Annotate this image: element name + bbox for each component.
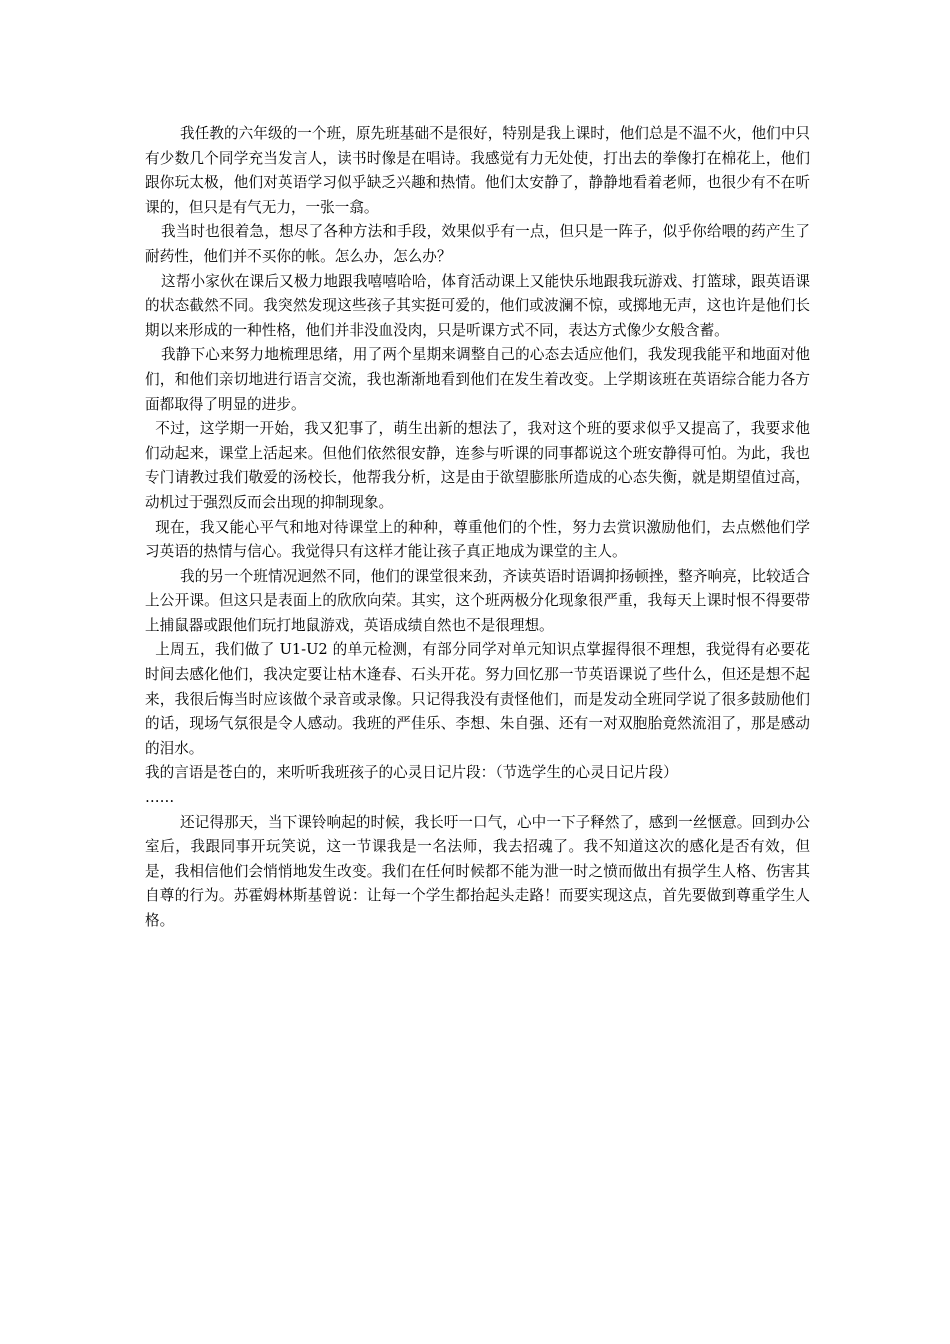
paragraph-7: 我的另一个班情况迥然不同，他们的课堂很来劲，齐读英语时语调抑扬顿挫，整齐响亮，比较适合上公开课。但这只是表面上的欣欣向荣。其实，这个班两极分化现象很严重，我每天上课时恨不得要带上捕鼠器或跟他们玩打地鼠游戏，英语成绩自然也不是很理想。 [145, 567, 810, 634]
paragraph-1: 我任教的六年级的一个班，原先班基础不是很好，特别是我上课时，他们总是不温不火，他们中只有少数几个同学充当发言人，读书时像是在唱诗。我感觉有力无处使，打出去的拳像打在棉花上，他们跟你玩太极，他们对英语学习似乎缺乏兴趣和热情。他们太安静了，静静地看着老师，也很少有不在听课的，但只是有气无力，一张一翕。 [145, 125, 810, 216]
paragraph-2: 我当时也很着急，想尽了各种方法和手段，效果似乎有一点，但只是一阵子，似乎你给喂的药产生了耐药性，他们并不买你的帐。怎么办，怎么办？ [145, 223, 810, 265]
paragraph-8: 上周五，我们做了 U1-U2 的单元检测，有部分同学对单元知识点掌握得很不理想，我觉得有必要花时间去感化他们，我决定要让枯木逢春、石头开花。努力回忆那一节英语课说了些什么，但还是想不起来，我很后悔当时应该做个录音或录像。只记得我没有责怪他们，而是发动全班同学说了很多鼓励他们的话，现场气氛很是令人感动。我班的严佳乐、李想、朱自强、还有一对双胞胎竟然流泪了，那是感动的泪水。 [145, 641, 810, 757]
paragraph-4: 我静下心来努力地梳理思绪，用了两个星期来调整自己的心态去适应他们，我发现我能平和地面对他们，和他们亲切地进行语言交流，我也渐渐地看到他们在发生着改变。上学期该班在英语综合能力各方面都取得了明显的进步。 [145, 346, 810, 413]
ellipsis-line: …… [145, 789, 175, 807]
paragraph-9: 我的言语是苍白的，来听听我班孩子的心灵日记片段：（节选学生的心灵日记片段） [145, 764, 678, 782]
paragraph-5: 不过，这学期一开始，我又犯事了，萌生出新的想法了，我对这个班的要求似乎又提高了，我要求他们动起来，课堂上活起来。但他们依然很安静，连参与听课的同事都说这个班安静得可怕。为此，我也专门请教过我们敬爱的汤校长，他帮我分析，这是由于欲望膨胀所造成的心态失衡，就是期望值过高，动机过于强烈反而会出现的抑制现象。 [145, 420, 810, 511]
document-body [145, 122, 810, 934]
paragraph-10: 还记得那天，当下课铃响起的时候，我长吁一口气，心中一下子释然了，感到一丝惬意。回到办公室后，我跟同事开玩笑说，这一节课我是一名法师，我去招魂了。我不知道这次的感化是否有效，但是，我相信他们会悄悄地发生改变。我们在任何时候都不能为泄一时之愤而做出有损学生人格、伤害其自尊的行为。苏霍姆林斯基曾说：让每一个学生都抬起头走路！而要实现这点，首先要做到尊重学生人格。 [145, 813, 810, 929]
paragraph-3: 这帮小家伙在课后又极力地跟我嘻嘻哈哈，体育活动课上又能快乐地跟我玩游戏、打篮球，跟英语课的状态截然不同。我突然发现这些孩子其实挺可爱的，他们或波澜不惊，或掷地无声，这也许是他们长期以来形成的一种性格，他们并非没血没肉，只是听课方式不同，表达方式像少女般含蓄。 [145, 272, 810, 339]
paragraph-6: 现在，我又能心平气和地对待课堂上的种种，尊重他们的个性，努力去赏识激励他们，去点燃他们学习英语的热情与信心。我觉得只有这样才能让孩子真正地成为课堂的主人。 [145, 518, 810, 561]
